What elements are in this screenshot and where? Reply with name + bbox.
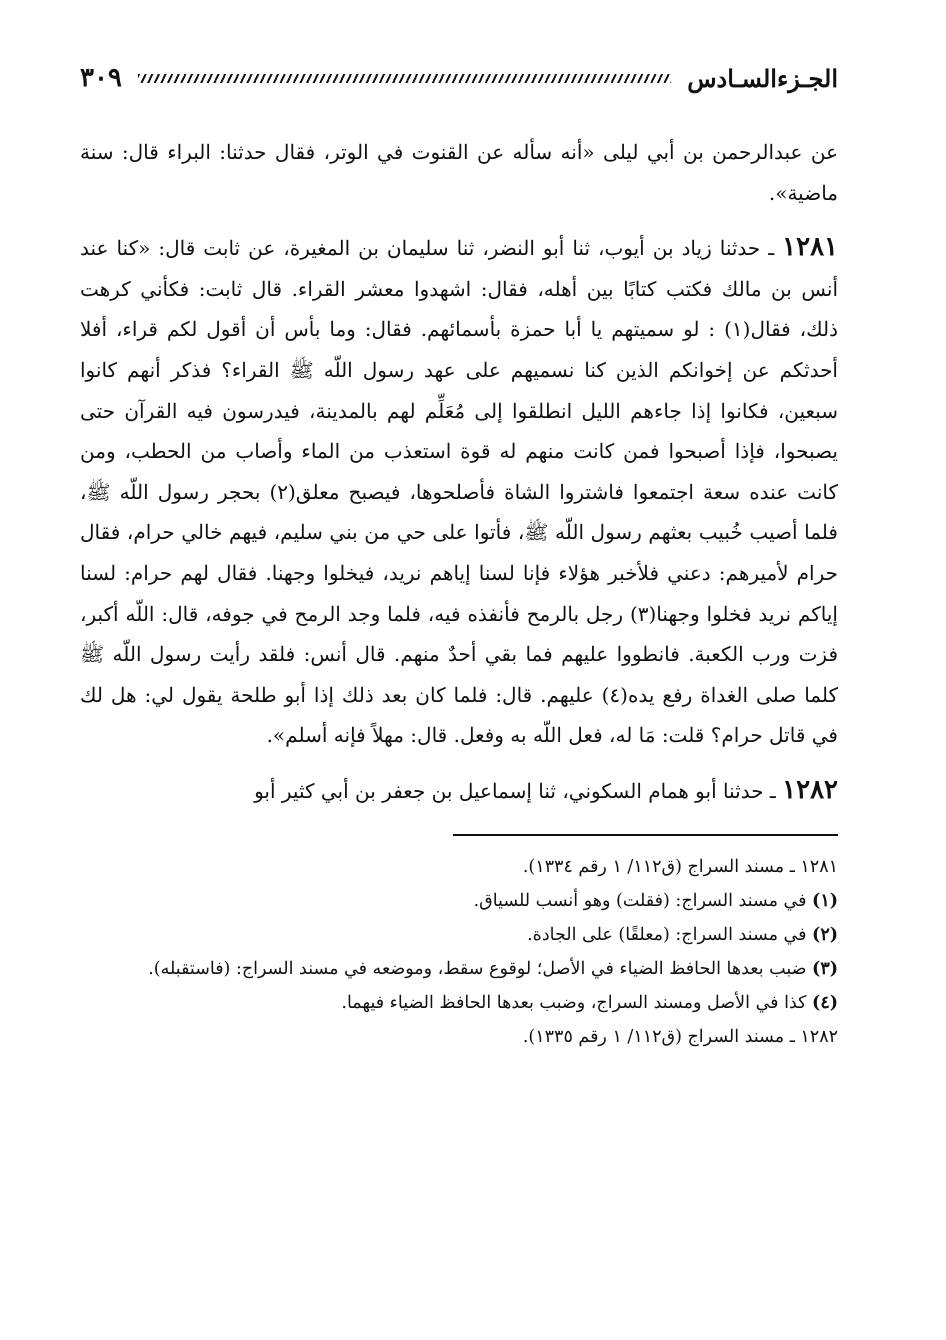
hadith-text-1282: ـ حدثنا أبو همام السكوني، ثنا إسماعيل بن جعفر بن أبي كثير أبو (254, 778, 783, 803)
main-text (80, 132, 838, 812)
page-number: ٣٠٩ (80, 63, 122, 93)
hadith-number-1281: ١٢٨١ (782, 232, 838, 263)
footnote-number: (١) (812, 890, 838, 911)
footnote-source-1281: ١٢٨١ ـ مسند السراج (ق١١٢/ ١ رقم ١٣٣٤). (522, 856, 838, 877)
running-title: الجـزءالسـادس (687, 63, 838, 93)
footnote-4 (80, 986, 838, 1020)
footnote-2 (80, 918, 838, 952)
footnotes (80, 850, 838, 1054)
footnote-text: في مسند السراج: (فقلت) وهو أنسب للسياق. (473, 890, 813, 911)
footnote-text: ضبب بعدها الحافظ الضياء في الأصل؛ لوقوع سقط، وموضعه في مسند السراج: (فاستقبله). (148, 958, 813, 979)
paragraph-continuation: عن عبدالرحمن بن أبي ليلى «أنه سأله عن القنوت في الوتر، فقال حدثنا: البراء قال: سنة ماضية». (80, 140, 838, 205)
hadith-text-1281: ـ حدثنا زياد بن أيوب، ثنا أبو النضر، ثنا سليمان بن المغيرة، عن ثابت قال: «كنا عند أنس بن مالك فكتب كتابًا بين أهله، فقال: اشهدوا معشر القراء. قال ثابت: فكأني كرهت ذلك، فقال(١) : لو سميتهم يا أبا حمزة بأسمائهم. فقال: وما بأس أن أقول لكم قراء، أفلا أحدثكم عن إخوانكم الذين كنا نسميهم على عهد رسول اللّه ﷺ القراء؟ فذكر أنهم كانوا سبعين، فكانوا إذا جاءهم الليل انطلقوا إلى مُعَلِّم لهم بالمدينة، فيدرسون فيه القرآن حتى يصبحوا، فإذا أصبحوا فمن كانت منهم له قوة استعذب من الماء وأصاب من الحطب، ومن كانت عنده سعة اجتمعوا فاشتروا الشاة فأصلحوها، فيصبح معلق(٢) بحجر رسول اللّه ﷺ، فلما أصيب خُبيب بعثهم رسول اللّه ﷺ، فأتوا على حي من بني سليم، فيهم خالي حرام، فقال حرام لأميرهم: دعني فلأخبر هؤلاء فإنا لسنا إياهم نريد، فيخلوا وجهنا. فقال لهم حرام: لسنا إياكم نريد فخلوا وجهنا(٣) رجل بالرمح فأنفذه فيه، فلما وجد الرمح في جوفه، قال: اللّه أكبر، فزت ورب الكعبة. فانطووا عليهم فما بقي أحدٌ منهم. قال أنس: فلقد رأيت رسول اللّه ﷺ كلما صلى الغداة رفع يده(٤) عليهم. قال: فلما كان بعد ذلك إذا أبو طلحة يقول لي: هل لك في قاتل حرام؟ قلت: مَا له، فعل اللّه به وفعل. قال: مهلاً فإنه أسلم». (80, 236, 839, 748)
decorative-header-rule (138, 74, 671, 83)
hadith-1281 (80, 227, 838, 756)
footnote-3 (80, 952, 838, 986)
footnote-source-1282: ١٢٨٢ ـ مسند السراج (ق١١٢/ ١ رقم ١٣٣٥). (522, 1026, 838, 1047)
footnote-divider (453, 834, 838, 836)
footnote-number: (٤) (812, 992, 838, 1013)
footnote-number: (٢) (812, 924, 838, 945)
hadith-1282 (80, 770, 838, 812)
hadith-number-1282: ١٢٨٢ (782, 774, 838, 805)
footnote-number: (٣) (812, 958, 838, 979)
page-header (80, 58, 838, 98)
footnote-1 (80, 884, 838, 918)
footnote-text: في مسند السراج: (معلقًا) على الجادة. (527, 924, 813, 945)
footnote-text: كذا في الأصل ومسند السراج، وضبب بعدها الحافظ الضياء فيهما. (341, 992, 813, 1013)
